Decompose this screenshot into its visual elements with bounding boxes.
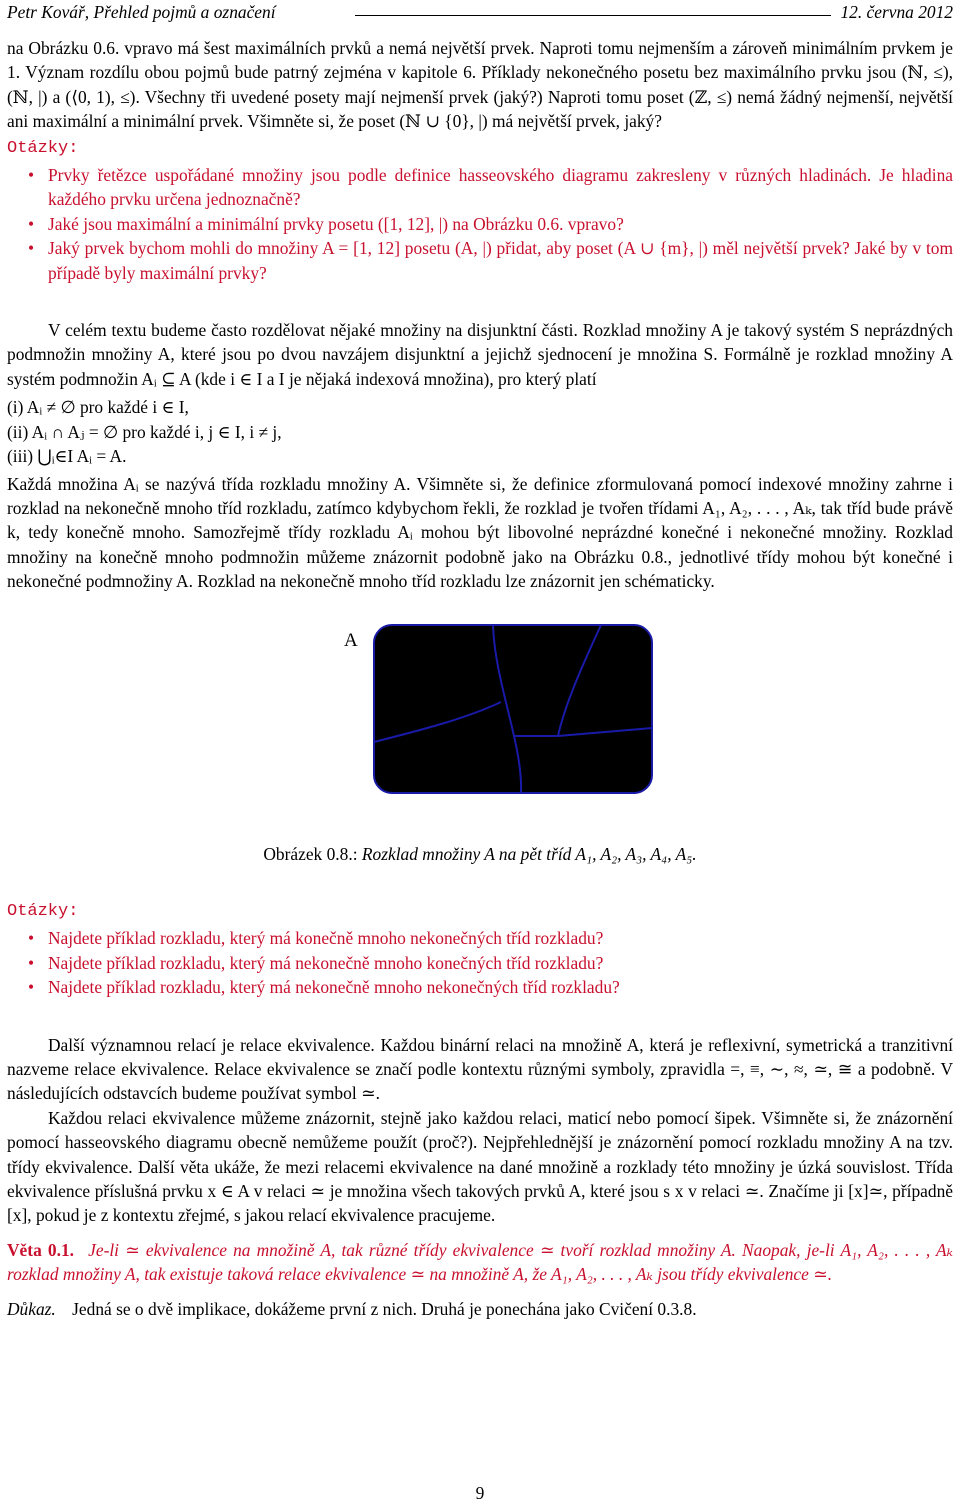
page-number: 9 — [475, 1483, 485, 1503]
rozklad-definition: V celém textu budeme často rozdělovat nějaké množiny na disjunktní části. Rozklad množiny A je takový systém S neprázdných podmnožin množiny A, které jsou po dvou navzájem disjunktní a jejichž sjednocení je množina S. Formálně je rozklad množiny A systém podmnožin Aᵢ ⊆ A (kde i ∈ I a I je nějaká indexová množina), pro který platí — [7, 320, 953, 389]
question-item: • Prvky řetězce uspořádané množiny jsou podle definice hasseovského diagramu zakresleny v různých hladinách. Je hladina každého prvku určena jednoznačně? — [28, 165, 953, 210]
header-rule — [355, 15, 831, 16]
partition-diagram — [373, 624, 653, 794]
set-region — [374, 625, 652, 793]
proof — [7, 1297, 953, 1321]
rozklad-paragraph: Každá množina Aᵢ se nazývá třída rozkladu množiny A. Všimněte si, že definice zformulovaná pomocí indexové množiny zahrne i rozklad na nekonečně mnoho tříd rozkladu, zatímco kdybychom řekli, že rozklad je tvořen třídami A₁, A₂, . . . , Aₖ, tak tříd bude právě k, tedy konečně mnoho. Samozřejmě třídy rozkladu Aᵢ mohou být libovolné neprázdné konečné i nekonečné množiny. Rozklad množiny na konečně mnoho podmnožin můžeme znázornit podobně jako na Obrázku 0.8., jednotlivé třídy mohou být konečné i nekonečné podmnožiny A. Rozklad na nekonečně mnoho tříd rozkladu lze znázornit jen schématicky. — [7, 473, 953, 592]
bullet-icon: • — [28, 977, 35, 998]
rozklad-conditions — [7, 395, 953, 468]
bullet-icon: • — [28, 952, 35, 973]
questions-list-2 — [7, 926, 953, 999]
figure-partition — [7, 604, 953, 842]
condition-item: (iii) ⋃ᵢ∈I Aᵢ = A. — [7, 446, 127, 467]
questions-block-1 — [7, 137, 953, 285]
question-item: • Najdete příklad rozkladu, který má konečně mnoho nekonečných tříd rozkladu? — [7, 926, 953, 950]
theorem-body: Je-li ≃ ekvivalence na množině A, tak různé třídy ekvivalence ≃ tvoří rozklad množiny A. Naopak, je-li A₁, A₂, . . . , Aₖ rozklad množiny A, tak existuje taková relace ekvivalence ≃ na množině A, že A₁, A₂, . . . , Aₖ jsou třídy ekvivalence ≃. — [7, 1239, 953, 1285]
figure-caption — [7, 842, 953, 866]
questions-list-1 — [7, 163, 953, 285]
proof-text: Jedná se o dvě implikace, dokážeme první z nich. Druhá je ponechána jako Cvičení 0.3.8. — [72, 1298, 697, 1319]
header-date: 12. června 2012 — [840, 2, 953, 22]
bullet-icon: • — [28, 928, 35, 949]
intro-paragraph: na Obrázku 0.6. vpravo má šest maximálních prvků a nemá největší prvek. Naproti tomu nejmenším a zároveň minimálním prvkem je 1. Význam rozdílu obou pojmů bude patrný zejména v kapitole 6. Příklady nekonečného posetu bez maximálního prvku jsou (ℕ, ≤), (ℕ, |) a (⟨0, 1), ≤). Všechny tři uvedené posety mají nejmenší prvek (jaký?) Naproti tomu poset (ℤ, ≤) nemá žádný nejmenší, největší ani maximální a minimální prvek. Všimněte si, že poset (ℕ ∪ {0}, |) má největší prvek, jaký? — [7, 38, 953, 132]
question-item: • Najdete příklad rozkladu, který má nekonečně mnoho konečných tříd rozkladu? — [7, 951, 953, 975]
running-header — [7, 0, 953, 28]
ekvivalence-paragraph-1: Další významnou relací je relace ekvivalence. Každou binární relaci na množině A, která je reflexivní, symetrická a tranzitivní nazveme relace ekvivalence. Relace ekvivalence se značí podle kontextu různými symboly, zpravidla =, ≡, ∼, ≈, ≃, ≅ a podobně. V následujících odstavcích budeme používat symbol ≃. — [7, 1034, 953, 1104]
bullet-icon: • — [28, 165, 35, 186]
questions-heading: Otázky: — [7, 138, 79, 158]
figure-caption-text: Rozklad množiny A na pět tříd A₁, A₂, A₃, A₄, A₅. — [361, 843, 697, 864]
condition-item: (i) Aᵢ ≠ ∅ pro každé i ∈ I, — [7, 397, 189, 418]
ekvivalence-paragraph-2: Každou relaci ekvivalence můžeme znázornit, stejně jako každou relaci, maticí nebo pomocí šipek. Všimněte si, že znázornění pomocí hasseovského diagramu obecně nemůžeme použít (proč?). Nejpřehlednější je znázornění pomocí rozkladu množiny A na tzv. třídy ekvivalence. Další věta ukáže, že mezi relacemi ekvivalence na dané množině a rozklady této množiny je úzká souvislost. Třída ekvivalence příslušná prvku x ∈ A v relaci ≃ je množina všech takových prvků A, které jsou s x v relaci ≃. Značíme ji [x]≃, případně [x], pokud je z kontextu zřejmé, s jakou relací ekvivalence pracujeme. — [7, 1107, 953, 1226]
proof-label: Důkaz. — [7, 1298, 56, 1319]
header-author-title: Petr Kovář, Přehled pojmů a označení — [7, 2, 276, 22]
set-label: A — [344, 629, 358, 651]
figure-caption-label: Obrázek 0.8.: — [263, 843, 358, 864]
questions-block-2 — [7, 900, 953, 1000]
bullet-icon: • — [28, 238, 35, 259]
page-body — [7, 36, 953, 1321]
questions-heading: Otázky: — [7, 901, 79, 921]
question-item: • Jaké jsou maximální a minimální prvky posetu ([1, 12], |) na Obrázku 0.6. vpravo? — [7, 212, 953, 236]
question-item: • Najdete příklad rozkladu, který má nekonečně mnoho nekonečných tříd rozkladu? — [7, 975, 953, 999]
theorem-title: Věta 0.1. — [7, 1239, 74, 1260]
bullet-icon: • — [28, 213, 35, 234]
condition-item: (ii) Aᵢ ∩ Aⱼ = ∅ pro každé i, j ∈ I, i ≠ j, — [7, 421, 282, 442]
question-item: • Jaký prvek bychom mohli do množiny A = [1, 12] posetu (A, |) přidat, aby poset (A ∪ {m}, |) měl největší prvek? Jaké by v tom případě byly maximální prvky? — [28, 238, 953, 283]
theorem — [7, 1238, 953, 1287]
